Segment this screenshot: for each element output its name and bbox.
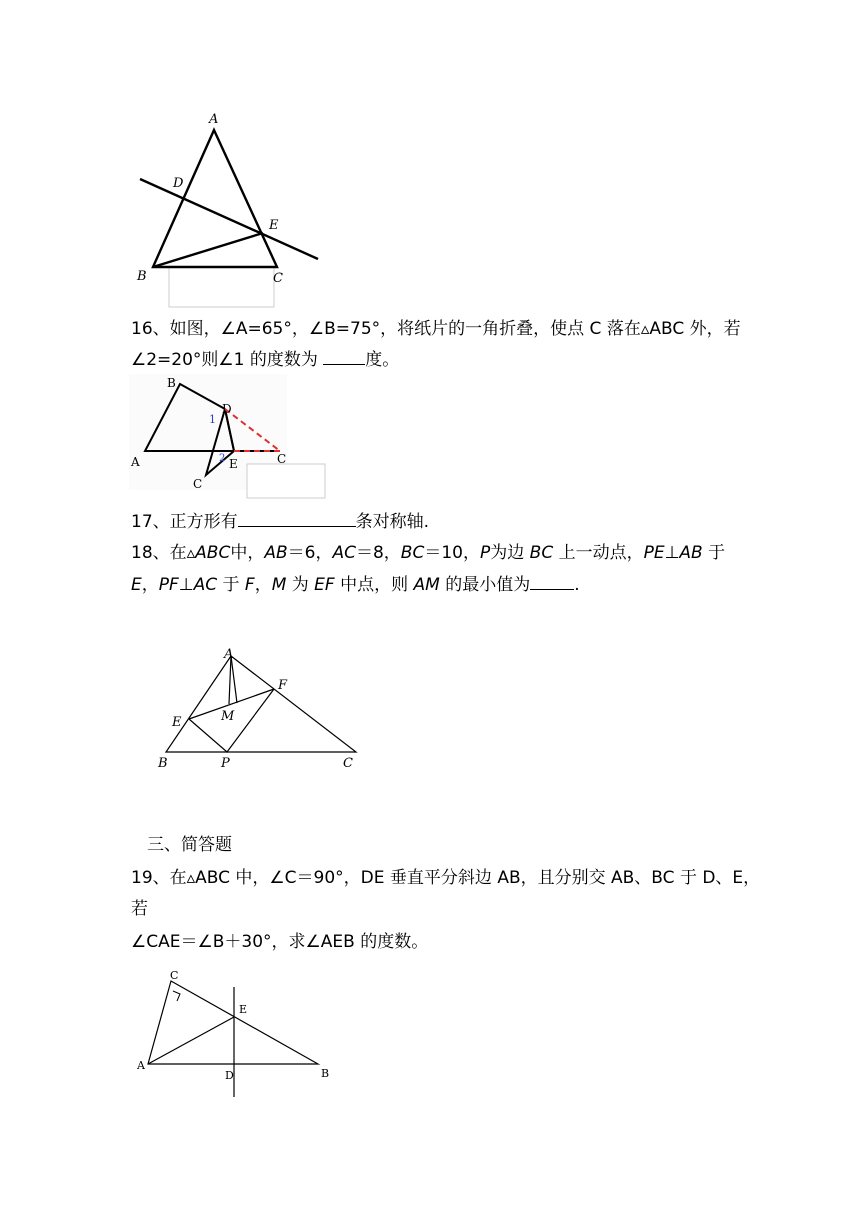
q19-line2: 若 [131,899,148,919]
figure-q19 [135,965,340,1105]
label-p: P [221,756,230,771]
angle-1-label: 1 [209,413,216,426]
label-f: F [278,678,288,693]
label-a: A [131,455,140,469]
q17-line: 17、正方形有 条对称轴. [131,512,430,532]
label-c: C [273,271,283,286]
answer-blank-q17[interactable] [238,510,356,527]
label-e: E [239,1003,248,1016]
figure-frame [169,267,274,307]
q16-line2: ∠2=20°则∠1 的度数为 度。 [131,350,400,370]
section-title: 三、简答题 [147,835,232,855]
label-a: A [224,647,234,662]
label-d: D [222,402,232,416]
label-d: D [225,1069,234,1082]
answer-blank-q16[interactable] [323,348,365,365]
triangle-abc [166,656,356,752]
label-b: B [137,269,147,284]
label-a: A [209,112,219,127]
label-c-bottom: C [193,477,203,491]
angle-2-label: 2 [219,453,226,464]
q16-line1: 16、如图，∠A=65°，∠B=75°，将纸片的一角折叠，使点 C 落在▵ABC 外，若 [131,319,741,339]
fold-line-de [140,179,318,259]
figure-q16 [129,374,329,502]
label-b: B [167,376,176,390]
segment-af-to-m [231,656,237,703]
label-m: M [221,709,235,724]
segment-am [229,656,231,704]
label-a: A [137,1059,145,1072]
q18-line1: 18、在▵ABC中，AB＝6，AC＝8，BC＝10，P为边 BC 上一动点，PE⊥AB 于 [131,543,726,563]
figure-q18 [150,640,370,775]
label-b: B [158,756,168,771]
label-b: B [321,1067,330,1080]
label-c: C [170,969,179,982]
figure-q15 [130,105,330,310]
label-e: E [172,715,182,730]
q19-line3: ∠CAE＝∠B＋30°，求∠AEB 的度数。 [131,932,429,952]
figure-frame [247,464,325,498]
answer-blank-q18[interactable] [530,573,574,590]
q18-line2: E，PF⊥AC 于 F，M 为 EF 中点，则 AM 的最小值为 . [131,575,580,595]
segment-ae [148,1017,234,1064]
label-d: D [173,176,184,191]
label-c-right: C [277,452,287,466]
label-e: E [229,457,238,471]
triangle-abc [153,130,277,267]
segment-be [153,233,263,267]
label-e: E [269,218,279,233]
label-c: C [343,756,353,771]
triangle-abc [148,981,318,1064]
right-angle-mark [173,991,180,1001]
q19-line1: 19、在▵ABC 中，∠C＝90°，DE 垂直平分斜边 AB，且分别交 AB、BC 于 D、E， [131,868,761,888]
